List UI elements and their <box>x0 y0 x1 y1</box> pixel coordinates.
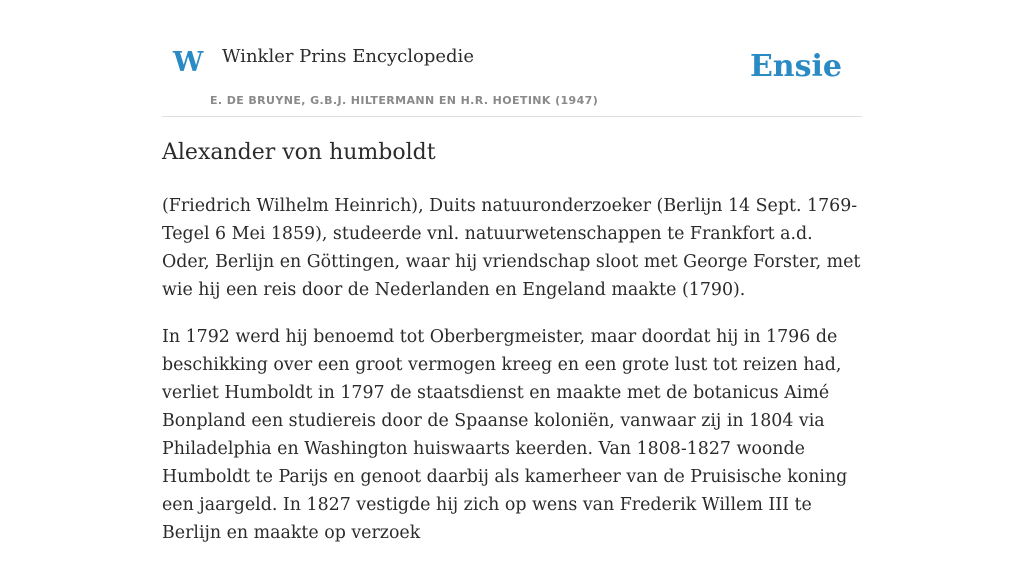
header <box>162 0 862 117</box>
publication-authors: E. DE BRUYNE, G.B.J. HILTERMANN EN H.R. HOETINK (1947) <box>210 94 599 107</box>
ensie-brand-link[interactable]: Ensie <box>749 49 842 84</box>
article-body <box>162 192 864 566</box>
article-title: Alexander von humboldt <box>162 140 436 165</box>
page <box>162 0 862 543</box>
publication-title[interactable]: Winkler Prins Encyclopedie <box>222 46 474 67</box>
article-paragraph: (Friedrich Wilhelm Heinrich), Duits natuuronderzoeker (Berlijn 14 Sept. 1769-Tegel 6 Mei 1859), studeerde vnl. natuurwetenschappen te Frankfort a.d. Oder, Berlijn en Göttingen, waar hij vriendschap sloot met George Forster, met wie hij een reis door de Nederlanden en Engeland maakte (1790). <box>162 196 861 300</box>
article-paragraph: In 1792 werd hij benoemd tot Oberbergmeister, maar doordat hij in 1796 de beschikking over een groot vermogen kreeg en een grote lust tot reizen had, verliet Humboldt in 1797 de staatsdienst en maakte met de botanicus Aimé Bonpland een studiereis door de Spaanse koloniën, vanwaar zij in 1804 via Philadelphia en Washington huiswaarts keerden. Van 1808-1827 woonde Humboldt te Parijs en genoot daarbij als kamerheer van de Pruisische koning een jaargeld. In 1827 vestigde hij zich op wens van Frederik Willem III te Berlijn en maakte op verzoek <box>162 327 848 543</box>
publication-logo-icon[interactable]: W <box>173 47 204 78</box>
